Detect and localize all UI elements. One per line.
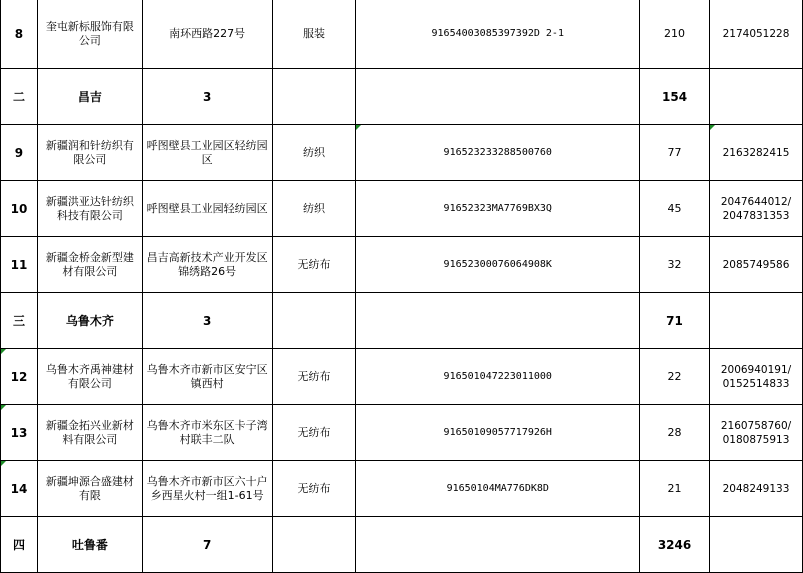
group-number[interactable]: 四 bbox=[1, 517, 38, 573]
company-address[interactable]: 呼图壁县工业园轻纺园区 bbox=[142, 181, 272, 237]
phone[interactable]: 2047644012/ 2047831353 bbox=[710, 181, 803, 237]
industry[interactable]: 无纺布 bbox=[272, 237, 356, 293]
phone[interactable]: 2048249133 bbox=[710, 461, 803, 517]
company-count[interactable]: 7 bbox=[142, 517, 272, 573]
comment-marker bbox=[1, 405, 6, 410]
credit-code[interactable] bbox=[356, 125, 640, 181]
row-number[interactable]: 8 bbox=[1, 0, 38, 69]
company-count[interactable]: 3 bbox=[142, 293, 272, 349]
employee-count[interactable]: 45 bbox=[640, 181, 710, 237]
table-row bbox=[1, 125, 803, 181]
industry[interactable]: 无纺布 bbox=[272, 349, 356, 405]
row-number-text: 14 bbox=[10, 481, 28, 496]
employee-count[interactable]: 22 bbox=[640, 349, 710, 405]
phone[interactable]: 2006940191/ 0152514833 bbox=[710, 349, 803, 405]
region-name[interactable]: 吐鲁番 bbox=[37, 517, 142, 573]
row-number[interactable]: 11 bbox=[1, 237, 38, 293]
comment-marker bbox=[1, 349, 6, 354]
group-row bbox=[1, 69, 803, 125]
comment-marker bbox=[1, 461, 6, 466]
row-number[interactable] bbox=[1, 461, 38, 517]
company-name[interactable]: 新疆金桥金新型建材有限公司 bbox=[37, 237, 142, 293]
empty-cell[interactable] bbox=[272, 69, 356, 125]
empty-cell[interactable] bbox=[710, 517, 803, 573]
company-name[interactable]: 新疆洪亚达针纺织科技有限公司 bbox=[37, 181, 142, 237]
company-address[interactable]: 乌鲁木齐市新市区六十户乡西星火村一组1-61号 bbox=[142, 461, 272, 517]
credit-code[interactable]: 91654003085397392D 2-1 bbox=[356, 0, 640, 69]
row-number[interactable] bbox=[1, 349, 38, 405]
group-number[interactable]: 二 bbox=[1, 69, 38, 125]
empty-cell[interactable] bbox=[356, 293, 640, 349]
phone-text: 2163282415 bbox=[722, 146, 790, 159]
group-row bbox=[1, 293, 803, 349]
comment-marker bbox=[356, 125, 361, 130]
industry[interactable]: 无纺布 bbox=[272, 461, 356, 517]
credit-code-text: 916523233288500760 bbox=[443, 146, 552, 158]
employee-count[interactable]: 32 bbox=[640, 237, 710, 293]
phone[interactable]: 2085749586 bbox=[710, 237, 803, 293]
company-address[interactable]: 乌鲁木齐市米东区卡子湾村联丰二队 bbox=[142, 405, 272, 461]
region-total[interactable]: 3246 bbox=[640, 517, 710, 573]
region-name[interactable]: 昌吉 bbox=[37, 69, 142, 125]
company-address[interactable]: 呼图壁县工业园区轻纺园区 bbox=[142, 125, 272, 181]
company-address[interactable]: 乌鲁木齐市新市区安宁区镇西村 bbox=[142, 349, 272, 405]
empty-cell[interactable] bbox=[710, 293, 803, 349]
phone[interactable] bbox=[710, 125, 803, 181]
row-number-text: 12 bbox=[10, 369, 28, 384]
industry[interactable]: 纺织 bbox=[272, 125, 356, 181]
company-name[interactable]: 奎屯新标服饰有限公司 bbox=[37, 0, 142, 69]
employee-count[interactable]: 77 bbox=[640, 125, 710, 181]
table-row bbox=[1, 405, 803, 461]
empty-cell[interactable] bbox=[272, 293, 356, 349]
company-name[interactable]: 新疆坤源合盛建材有限 bbox=[37, 461, 142, 517]
company-address[interactable]: 昌吉高新技术产业开发区锦绣路26号 bbox=[142, 237, 272, 293]
empty-cell[interactable] bbox=[272, 517, 356, 573]
credit-code[interactable]: 91652323MA7769BX3Q bbox=[356, 181, 640, 237]
region-name[interactable]: 乌鲁木齐 bbox=[37, 293, 142, 349]
region-total[interactable]: 71 bbox=[640, 293, 710, 349]
empty-cell[interactable] bbox=[356, 517, 640, 573]
table-row bbox=[1, 0, 803, 69]
industry[interactable]: 服装 bbox=[272, 0, 356, 69]
row-number[interactable]: 10 bbox=[1, 181, 38, 237]
table-row bbox=[1, 181, 803, 237]
table-row bbox=[1, 461, 803, 517]
region-total[interactable]: 154 bbox=[640, 69, 710, 125]
row-number[interactable] bbox=[1, 405, 38, 461]
industry[interactable]: 纺织 bbox=[272, 181, 356, 237]
company-name[interactable]: 乌鲁木齐禹神建材有限公司 bbox=[37, 349, 142, 405]
company-count[interactable]: 3 bbox=[142, 69, 272, 125]
industry[interactable]: 无纺布 bbox=[272, 405, 356, 461]
credit-code[interactable]: 91650109057717926H bbox=[356, 405, 640, 461]
credit-code[interactable]: 91652300076064908K bbox=[356, 237, 640, 293]
company-name[interactable]: 新疆金拓兴业新材料有限公司 bbox=[37, 405, 142, 461]
table-row bbox=[1, 237, 803, 293]
employee-count[interactable]: 21 bbox=[640, 461, 710, 517]
credit-code[interactable]: 91650104MA776DK8D bbox=[356, 461, 640, 517]
table-row bbox=[1, 349, 803, 405]
empty-cell[interactable] bbox=[710, 69, 803, 125]
credit-code[interactable]: 916501047223011000 bbox=[356, 349, 640, 405]
row-number-text: 13 bbox=[10, 425, 28, 440]
phone[interactable]: 2174051228 bbox=[710, 0, 803, 69]
phone[interactable]: 2160758760/ 0180875913 bbox=[710, 405, 803, 461]
group-number[interactable]: 三 bbox=[1, 293, 38, 349]
company-name[interactable]: 新疆润和针纺织有限公司 bbox=[37, 125, 142, 181]
employee-count[interactable]: 210 bbox=[640, 0, 710, 69]
group-row bbox=[1, 517, 803, 573]
row-number[interactable]: 9 bbox=[1, 125, 38, 181]
comment-marker bbox=[710, 125, 715, 130]
employee-count[interactable]: 28 bbox=[640, 405, 710, 461]
company-address[interactable]: 南环西路227号 bbox=[142, 0, 272, 69]
empty-cell[interactable] bbox=[356, 69, 640, 125]
